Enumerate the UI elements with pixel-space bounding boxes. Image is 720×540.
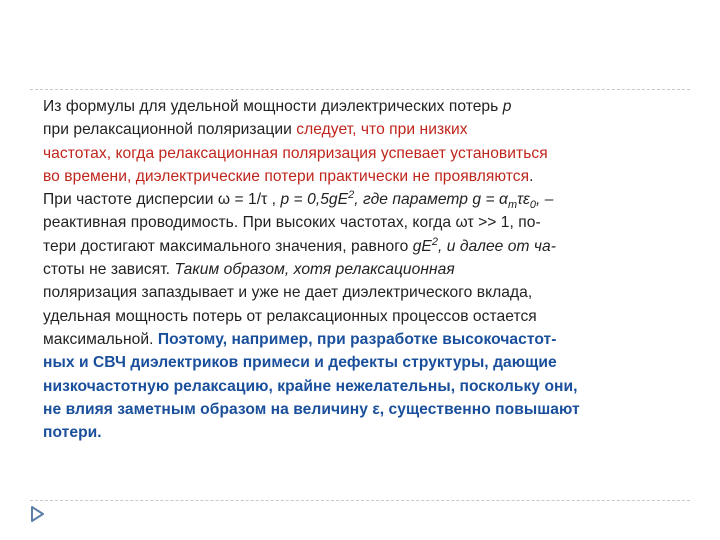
text-line [43, 235, 678, 258]
text-segment: Таким образом, хотя релаксационная [174, 261, 455, 279]
text-segment: частотах, когда релаксационная поляризация успевает установиться [43, 144, 548, 162]
text-segment: максимальной. [43, 330, 158, 348]
text-segment: τε [517, 191, 530, 209]
text-line [43, 375, 678, 398]
text-segment: следует, что при низких [296, 121, 468, 139]
text-segment: 2 [431, 235, 439, 248]
text-line [43, 118, 678, 141]
text-segment: , – [536, 191, 554, 209]
top-divider [30, 89, 690, 90]
text-segment: gE [412, 237, 432, 255]
text-line [43, 281, 678, 304]
text-segment: p [502, 98, 512, 115]
text-line [43, 142, 678, 165]
text-segment: 2 [348, 189, 355, 201]
text-segment: реактивная проводимость. При высоких частотах, когда ωτ >> 1, по- [43, 214, 541, 232]
text-segment: удельная мощность потерь от релаксационных процессов остается [43, 307, 537, 325]
text-segment: не влияя заметным образом на величину ε, существенно повышают [43, 400, 580, 418]
text-segment: m [507, 199, 518, 212]
text-line [43, 95, 678, 118]
text-segment: Поэтому, например, при разработке высокочастот- [157, 330, 557, 348]
text-line [43, 211, 678, 234]
text-segment: Из формулы для удельной мощности диэлектрических потерь [43, 98, 503, 115]
text-segment: стоты не зависят. [43, 261, 175, 279]
text-line [43, 305, 678, 328]
text-segment: поляризация запаздывает и уже не дает диэлектрического вклада, [43, 284, 533, 302]
text-line [43, 351, 678, 374]
text-segment: , и далее от ча- [438, 237, 557, 255]
text-line [43, 421, 678, 444]
text-line [43, 328, 678, 351]
text-segment: , где параметр g = α [354, 191, 508, 209]
text-line [43, 398, 678, 421]
text-segment: . [529, 167, 534, 185]
body-paragraph [43, 95, 678, 444]
text-line [43, 165, 678, 188]
text-segment: потери. [43, 424, 102, 442]
text-segment: p = 0,5gE [280, 191, 349, 209]
text-segment: при релаксационной поляризации [43, 121, 297, 139]
triangle-arrow-icon[interactable] [30, 506, 44, 522]
bottom-divider [30, 500, 690, 501]
text-segment: ных и СВЧ диэлектриков примеси и дефекты структуры, дающие [43, 354, 557, 372]
text-segment: тери достигают максимального значения, равного [43, 237, 413, 255]
text-segment: во времени, диэлектрические потери практически не проявляются [43, 167, 530, 185]
text-line [43, 188, 678, 211]
text-segment: низкочастотную релаксацию, крайне нежелательны, поскольку они, [43, 377, 578, 395]
text-segment: При частоте дисперсии ω = 1/τ , [43, 191, 281, 209]
text-line [43, 258, 678, 281]
text-segment: 0 [529, 199, 537, 212]
